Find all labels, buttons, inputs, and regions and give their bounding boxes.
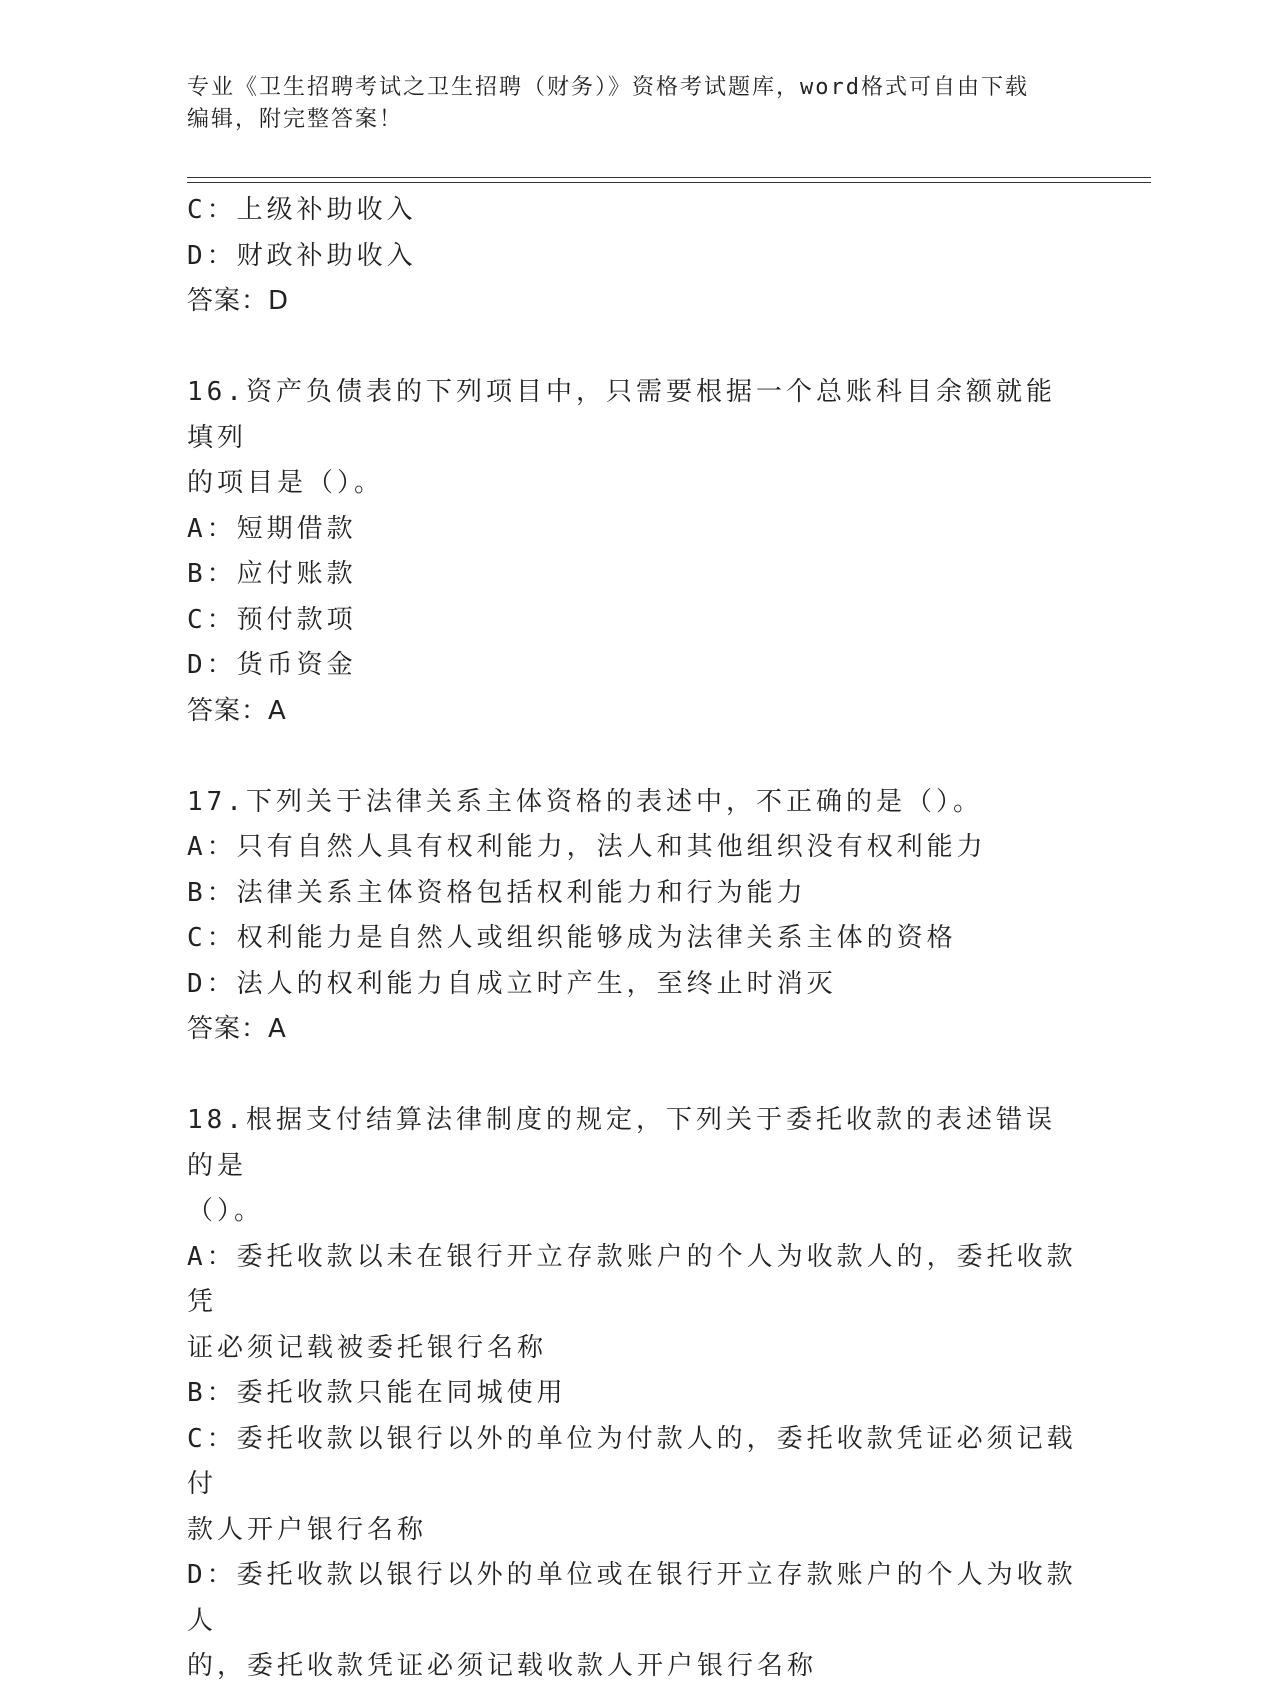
option-c: C：委托收款以银行以外的单位为付款人的，委托收款凭证必须记载付 — [187, 1423, 1077, 1499]
option-a-continued: 证必须记载被委托银行名称 — [187, 1332, 548, 1363]
option-a: A：委托收款以未在银行开立存款账户的个人为收款人的，委托收款凭 — [187, 1241, 1077, 1317]
option-d: D：法人的权利能力自成立时产生，至终止时消灭 — [187, 968, 837, 999]
question-16 — [187, 370, 1077, 734]
answer-label: 答案：A — [187, 1014, 287, 1044]
header-line-2: 编辑，附完整答案！ — [187, 107, 404, 132]
option-c: C：权利能力是自然人或组织能够成为法律关系主体的资格 — [187, 923, 957, 953]
spacer — [187, 734, 1077, 780]
question-stem: 17.下列关于法律关系主体资格的表述中，不正确的是（）。 — [187, 786, 983, 817]
header-divider-bottom — [187, 182, 1151, 183]
option-a: A：只有自然人具有权利能力，法人和其他组织没有权利能力 — [187, 832, 987, 862]
option-c: C：预付款项 — [187, 604, 357, 635]
option-d: D：财政补助收入 — [187, 240, 417, 271]
option-c: C：上级补助收入 — [187, 195, 417, 225]
option-a: A：短期借款 — [187, 513, 357, 544]
question-stem-continued: （）。 — [187, 1196, 265, 1226]
question-list — [187, 188, 1077, 1690]
previous-question-tail — [187, 188, 1077, 325]
header-line-1: 专业《卫生招聘考试之卫生招聘（财务）》资格考试题库，word格式可自由下载 — [187, 75, 1029, 100]
option-b: B：委托收款只能在同城使用 — [187, 1378, 567, 1408]
option-b: B：法律关系主体资格包括权利能力和行为能力 — [187, 877, 807, 908]
answer-label: 答案：A — [187, 695, 287, 726]
spacer — [187, 1053, 1077, 1099]
option-d: D：货币资金 — [187, 650, 357, 680]
question-17 — [187, 780, 1077, 1053]
header-divider-top — [187, 177, 1151, 178]
answer-label: 答案：D — [187, 286, 290, 316]
option-d-continued: 的，委托收款凭证必须记载收款人开户银行名称 — [187, 1651, 818, 1681]
document-header — [187, 72, 1067, 136]
question-stem-continued: 的项目是（）。 — [187, 468, 385, 498]
option-b: B：应付账款 — [187, 559, 357, 589]
spacer — [187, 325, 1077, 371]
question-stem: 18.根据支付结算法律制度的规定，下列关于委托收款的表述错误的是 — [187, 1105, 1056, 1181]
option-c-continued: 款人开户银行名称 — [187, 1514, 428, 1545]
option-d: D：委托收款以银行以外的单位或在银行开立存款账户的个人为收款人 — [187, 1560, 1077, 1636]
question-stem: 16.资产负债表的下列项目中，只需要根据一个总账科目余额就能填列 — [187, 377, 1056, 453]
question-18 — [187, 1098, 1077, 1690]
